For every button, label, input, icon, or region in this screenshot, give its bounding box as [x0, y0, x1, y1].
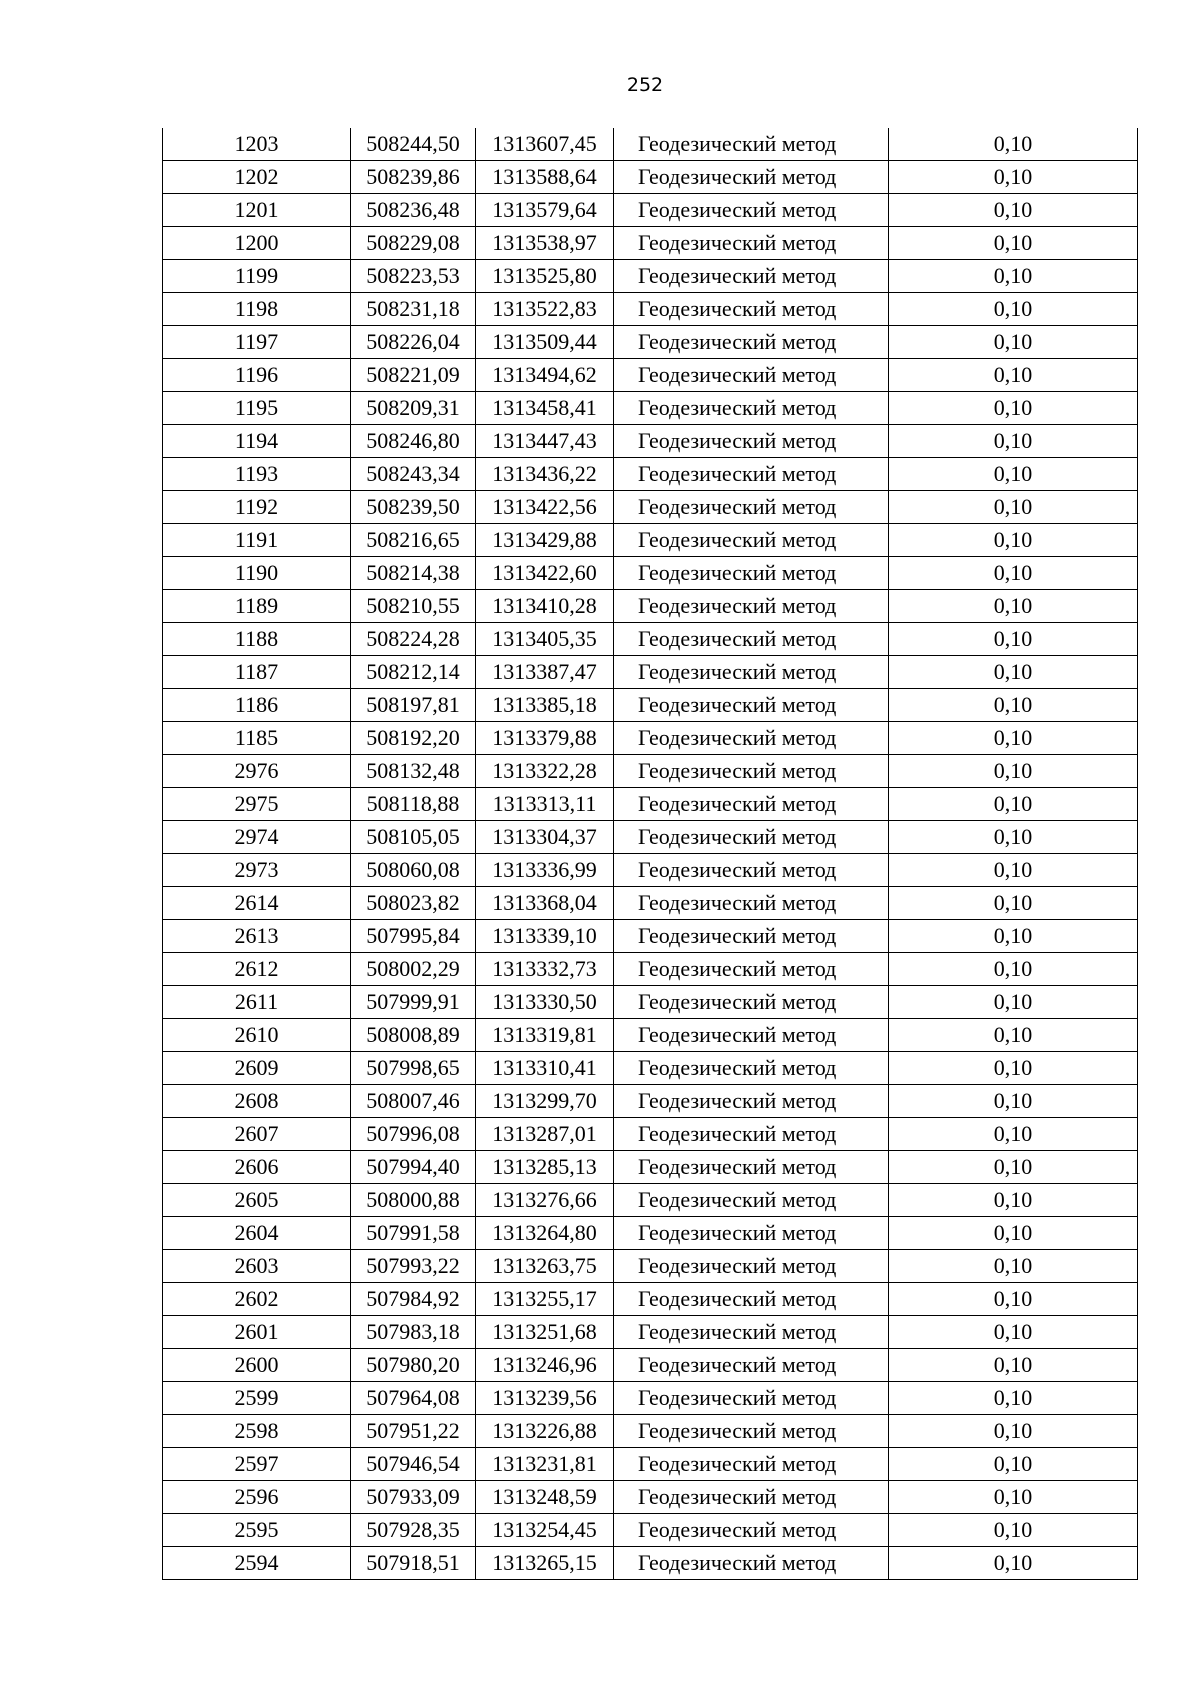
- y-coordinate-cell: 1313248,59: [476, 1481, 614, 1514]
- page-number: 252: [626, 74, 664, 96]
- method-cell: Геодезический метод: [614, 1316, 889, 1349]
- point-number-cell: 2596: [163, 1481, 351, 1514]
- table-row: [163, 557, 1138, 590]
- point-number-cell: 2974: [163, 821, 351, 854]
- table-row: [163, 1151, 1138, 1184]
- method-cell: Геодезический метод: [614, 689, 889, 722]
- point-number-cell: 2604: [163, 1217, 351, 1250]
- point-number-cell: 2613: [163, 920, 351, 953]
- accuracy-cell: 0,10: [889, 1052, 1138, 1085]
- point-number-cell: 2598: [163, 1415, 351, 1448]
- table-row: [163, 1481, 1138, 1514]
- accuracy-cell: 0,10: [889, 458, 1138, 491]
- x-coordinate-cell: 507984,92: [351, 1283, 476, 1316]
- method-cell: Геодезический метод: [614, 161, 889, 194]
- table-row: [163, 1118, 1138, 1151]
- point-number-cell: 1185: [163, 722, 351, 755]
- table-row: [163, 1019, 1138, 1052]
- y-coordinate-cell: 1313368,04: [476, 887, 614, 920]
- x-coordinate-cell: 507995,84: [351, 920, 476, 953]
- y-coordinate-cell: 1313264,80: [476, 1217, 614, 1250]
- method-cell: Геодезический метод: [614, 1349, 889, 1382]
- y-coordinate-cell: 1313405,35: [476, 623, 614, 656]
- accuracy-cell: 0,10: [889, 590, 1138, 623]
- accuracy-cell: 0,10: [889, 293, 1138, 326]
- y-coordinate-cell: 1313387,47: [476, 656, 614, 689]
- y-coordinate-cell: 1313226,88: [476, 1415, 614, 1448]
- point-number-cell: 2603: [163, 1250, 351, 1283]
- x-coordinate-cell: 508246,80: [351, 425, 476, 458]
- x-coordinate-cell: 508231,18: [351, 293, 476, 326]
- y-coordinate-cell: 1313304,37: [476, 821, 614, 854]
- method-cell: Геодезический метод: [614, 392, 889, 425]
- coordinates-table-body: [163, 128, 1138, 1580]
- point-number-cell: 1187: [163, 656, 351, 689]
- x-coordinate-cell: 507951,22: [351, 1415, 476, 1448]
- accuracy-cell: 0,10: [889, 1151, 1138, 1184]
- y-coordinate-cell: 1313313,11: [476, 788, 614, 821]
- x-coordinate-cell: 507991,58: [351, 1217, 476, 1250]
- point-number-cell: 1198: [163, 293, 351, 326]
- table-row: [163, 590, 1138, 623]
- method-cell: Геодезический метод: [614, 128, 889, 161]
- x-coordinate-cell: 507993,22: [351, 1250, 476, 1283]
- accuracy-cell: 0,10: [889, 1448, 1138, 1481]
- x-coordinate-cell: 508192,20: [351, 722, 476, 755]
- point-number-cell: 1192: [163, 491, 351, 524]
- point-number-cell: 1195: [163, 392, 351, 425]
- point-number-cell: 2611: [163, 986, 351, 1019]
- table-row: [163, 1448, 1138, 1481]
- point-number-cell: 1196: [163, 359, 351, 392]
- method-cell: Геодезический метод: [614, 1019, 889, 1052]
- method-cell: Геодезический метод: [614, 821, 889, 854]
- point-number-cell: 1191: [163, 524, 351, 557]
- x-coordinate-cell: 508002,29: [351, 953, 476, 986]
- table-row: [163, 722, 1138, 755]
- accuracy-cell: 0,10: [889, 656, 1138, 689]
- coordinates-table: [162, 128, 1138, 1580]
- method-cell: Геодезический метод: [614, 920, 889, 953]
- y-coordinate-cell: 1313429,88: [476, 524, 614, 557]
- method-cell: Геодезический метод: [614, 227, 889, 260]
- x-coordinate-cell: 507994,40: [351, 1151, 476, 1184]
- point-number-cell: 1188: [163, 623, 351, 656]
- accuracy-cell: 0,10: [889, 227, 1138, 260]
- table-row: [163, 1217, 1138, 1250]
- point-number-cell: 1203: [163, 128, 351, 161]
- x-coordinate-cell: 508226,04: [351, 326, 476, 359]
- x-coordinate-cell: 508216,65: [351, 524, 476, 557]
- x-coordinate-cell: 507999,91: [351, 986, 476, 1019]
- accuracy-cell: 0,10: [889, 788, 1138, 821]
- point-number-cell: 1190: [163, 557, 351, 590]
- method-cell: Геодезический метод: [614, 854, 889, 887]
- point-number-cell: 1199: [163, 260, 351, 293]
- method-cell: Геодезический метод: [614, 788, 889, 821]
- y-coordinate-cell: 1313410,28: [476, 590, 614, 623]
- accuracy-cell: 0,10: [889, 524, 1138, 557]
- method-cell: Геодезический метод: [614, 722, 889, 755]
- method-cell: Геодезический метод: [614, 194, 889, 227]
- table-row: [163, 1316, 1138, 1349]
- x-coordinate-cell: 508223,53: [351, 260, 476, 293]
- accuracy-cell: 0,10: [889, 161, 1138, 194]
- accuracy-cell: 0,10: [889, 1316, 1138, 1349]
- accuracy-cell: 0,10: [889, 1283, 1138, 1316]
- table-row: [163, 1415, 1138, 1448]
- table-row: [163, 821, 1138, 854]
- table-row: [163, 953, 1138, 986]
- accuracy-cell: 0,10: [889, 557, 1138, 590]
- x-coordinate-cell: 508105,05: [351, 821, 476, 854]
- accuracy-cell: 0,10: [889, 392, 1138, 425]
- x-coordinate-cell: 508244,50: [351, 128, 476, 161]
- y-coordinate-cell: 1313239,56: [476, 1382, 614, 1415]
- x-coordinate-cell: 508239,86: [351, 161, 476, 194]
- y-coordinate-cell: 1313336,99: [476, 854, 614, 887]
- accuracy-cell: 0,10: [889, 854, 1138, 887]
- x-coordinate-cell: 508224,28: [351, 623, 476, 656]
- accuracy-cell: 0,10: [889, 887, 1138, 920]
- method-cell: Геодезический метод: [614, 1250, 889, 1283]
- point-number-cell: 2594: [163, 1547, 351, 1580]
- y-coordinate-cell: 1313332,73: [476, 953, 614, 986]
- x-coordinate-cell: 508118,88: [351, 788, 476, 821]
- x-coordinate-cell: 508210,55: [351, 590, 476, 623]
- table-row: [163, 326, 1138, 359]
- point-number-cell: 2595: [163, 1514, 351, 1547]
- y-coordinate-cell: 1313285,13: [476, 1151, 614, 1184]
- y-coordinate-cell: 1313422,60: [476, 557, 614, 590]
- method-cell: Геодезический метод: [614, 260, 889, 293]
- accuracy-cell: 0,10: [889, 359, 1138, 392]
- y-coordinate-cell: 1313287,01: [476, 1118, 614, 1151]
- table-row: [163, 1283, 1138, 1316]
- point-number-cell: 1197: [163, 326, 351, 359]
- accuracy-cell: 0,10: [889, 128, 1138, 161]
- method-cell: Геодезический метод: [614, 326, 889, 359]
- x-coordinate-cell: 507980,20: [351, 1349, 476, 1382]
- point-number-cell: 2607: [163, 1118, 351, 1151]
- method-cell: Геодезический метод: [614, 755, 889, 788]
- accuracy-cell: 0,10: [889, 1118, 1138, 1151]
- method-cell: Геодезический метод: [614, 1217, 889, 1250]
- y-coordinate-cell: 1313494,62: [476, 359, 614, 392]
- y-coordinate-cell: 1313436,22: [476, 458, 614, 491]
- y-coordinate-cell: 1313379,88: [476, 722, 614, 755]
- accuracy-cell: 0,10: [889, 1547, 1138, 1580]
- table-row: [163, 260, 1138, 293]
- table-row: [163, 788, 1138, 821]
- accuracy-cell: 0,10: [889, 1514, 1138, 1547]
- x-coordinate-cell: 508243,34: [351, 458, 476, 491]
- y-coordinate-cell: 1313310,41: [476, 1052, 614, 1085]
- method-cell: Геодезический метод: [614, 293, 889, 326]
- y-coordinate-cell: 1313339,10: [476, 920, 614, 953]
- method-cell: Геодезический метод: [614, 1118, 889, 1151]
- y-coordinate-cell: 1313299,70: [476, 1085, 614, 1118]
- y-coordinate-cell: 1313607,45: [476, 128, 614, 161]
- y-coordinate-cell: 1313251,68: [476, 1316, 614, 1349]
- y-coordinate-cell: 1313522,83: [476, 293, 614, 326]
- method-cell: Геодезический метод: [614, 656, 889, 689]
- table-row: [163, 128, 1138, 161]
- accuracy-cell: 0,10: [889, 1349, 1138, 1382]
- x-coordinate-cell: 508007,46: [351, 1085, 476, 1118]
- method-cell: Геодезический метод: [614, 491, 889, 524]
- accuracy-cell: 0,10: [889, 1481, 1138, 1514]
- point-number-cell: 1194: [163, 425, 351, 458]
- method-cell: Геодезический метод: [614, 1481, 889, 1514]
- method-cell: Геодезический метод: [614, 623, 889, 656]
- point-number-cell: 2976: [163, 755, 351, 788]
- method-cell: Геодезический метод: [614, 1547, 889, 1580]
- accuracy-cell: 0,10: [889, 1019, 1138, 1052]
- x-coordinate-cell: 508212,14: [351, 656, 476, 689]
- y-coordinate-cell: 1313231,81: [476, 1448, 614, 1481]
- y-coordinate-cell: 1313330,50: [476, 986, 614, 1019]
- y-coordinate-cell: 1313525,80: [476, 260, 614, 293]
- method-cell: Геодезический метод: [614, 590, 889, 623]
- x-coordinate-cell: 508132,48: [351, 755, 476, 788]
- accuracy-cell: 0,10: [889, 491, 1138, 524]
- x-coordinate-cell: 508214,38: [351, 557, 476, 590]
- x-coordinate-cell: 507946,54: [351, 1448, 476, 1481]
- method-cell: Геодезический метод: [614, 1085, 889, 1118]
- accuracy-cell: 0,10: [889, 821, 1138, 854]
- table-row: [163, 293, 1138, 326]
- table-row: [163, 854, 1138, 887]
- point-number-cell: 2973: [163, 854, 351, 887]
- point-number-cell: 2609: [163, 1052, 351, 1085]
- y-coordinate-cell: 1313588,64: [476, 161, 614, 194]
- y-coordinate-cell: 1313263,75: [476, 1250, 614, 1283]
- method-cell: Геодезический метод: [614, 1514, 889, 1547]
- method-cell: Геодезический метод: [614, 1151, 889, 1184]
- y-coordinate-cell: 1313254,45: [476, 1514, 614, 1547]
- accuracy-cell: 0,10: [889, 1415, 1138, 1448]
- point-number-cell: 1189: [163, 590, 351, 623]
- table-row: [163, 1250, 1138, 1283]
- x-coordinate-cell: 507918,51: [351, 1547, 476, 1580]
- method-cell: Геодезический метод: [614, 887, 889, 920]
- table-row: [163, 623, 1138, 656]
- table-row: [163, 491, 1138, 524]
- table-row: [163, 656, 1138, 689]
- table-row: [163, 392, 1138, 425]
- y-coordinate-cell: 1313579,64: [476, 194, 614, 227]
- accuracy-cell: 0,10: [889, 1382, 1138, 1415]
- method-cell: Геодезический метод: [614, 425, 889, 458]
- y-coordinate-cell: 1313538,97: [476, 227, 614, 260]
- x-coordinate-cell: 508229,08: [351, 227, 476, 260]
- y-coordinate-cell: 1313276,66: [476, 1184, 614, 1217]
- table-row: [163, 194, 1138, 227]
- point-number-cell: 1186: [163, 689, 351, 722]
- point-number-cell: 2597: [163, 1448, 351, 1481]
- x-coordinate-cell: 508221,09: [351, 359, 476, 392]
- point-number-cell: 2601: [163, 1316, 351, 1349]
- point-number-cell: 2975: [163, 788, 351, 821]
- point-number-cell: 1200: [163, 227, 351, 260]
- y-coordinate-cell: 1313265,15: [476, 1547, 614, 1580]
- accuracy-cell: 0,10: [889, 623, 1138, 656]
- table-row: [163, 161, 1138, 194]
- method-cell: Геодезический метод: [614, 359, 889, 392]
- x-coordinate-cell: 508008,89: [351, 1019, 476, 1052]
- point-number-cell: 1193: [163, 458, 351, 491]
- table-row: [163, 986, 1138, 1019]
- x-coordinate-cell: 508197,81: [351, 689, 476, 722]
- table-row: [163, 1184, 1138, 1217]
- accuracy-cell: 0,10: [889, 953, 1138, 986]
- accuracy-cell: 0,10: [889, 755, 1138, 788]
- table-row: [163, 227, 1138, 260]
- table-row: [163, 524, 1138, 557]
- point-number-cell: 2602: [163, 1283, 351, 1316]
- point-number-cell: 2612: [163, 953, 351, 986]
- table-row: [163, 458, 1138, 491]
- y-coordinate-cell: 1313458,41: [476, 392, 614, 425]
- point-number-cell: 2599: [163, 1382, 351, 1415]
- method-cell: Геодезический метод: [614, 557, 889, 590]
- accuracy-cell: 0,10: [889, 260, 1138, 293]
- table-row: [163, 1382, 1138, 1415]
- x-coordinate-cell: 508239,50: [351, 491, 476, 524]
- accuracy-cell: 0,10: [889, 1217, 1138, 1250]
- x-coordinate-cell: 507996,08: [351, 1118, 476, 1151]
- point-number-cell: 2614: [163, 887, 351, 920]
- table-row: [163, 1085, 1138, 1118]
- table-row: [163, 359, 1138, 392]
- point-number-cell: 1202: [163, 161, 351, 194]
- accuracy-cell: 0,10: [889, 1184, 1138, 1217]
- x-coordinate-cell: 507933,09: [351, 1481, 476, 1514]
- x-coordinate-cell: 508023,82: [351, 887, 476, 920]
- y-coordinate-cell: 1313509,44: [476, 326, 614, 359]
- point-number-cell: 1201: [163, 194, 351, 227]
- table-row: [163, 1514, 1138, 1547]
- x-coordinate-cell: 508209,31: [351, 392, 476, 425]
- point-number-cell: 2608: [163, 1085, 351, 1118]
- table-row: [163, 425, 1138, 458]
- x-coordinate-cell: 507928,35: [351, 1514, 476, 1547]
- y-coordinate-cell: 1313255,17: [476, 1283, 614, 1316]
- table-row: [163, 1547, 1138, 1580]
- accuracy-cell: 0,10: [889, 689, 1138, 722]
- method-cell: Геодезический метод: [614, 524, 889, 557]
- table-row: [163, 920, 1138, 953]
- method-cell: Геодезический метод: [614, 1448, 889, 1481]
- x-coordinate-cell: 508060,08: [351, 854, 476, 887]
- point-number-cell: 2606: [163, 1151, 351, 1184]
- method-cell: Геодезический метод: [614, 1283, 889, 1316]
- accuracy-cell: 0,10: [889, 326, 1138, 359]
- y-coordinate-cell: 1313246,96: [476, 1349, 614, 1382]
- method-cell: Геодезический метод: [614, 1382, 889, 1415]
- accuracy-cell: 0,10: [889, 425, 1138, 458]
- x-coordinate-cell: 507983,18: [351, 1316, 476, 1349]
- x-coordinate-cell: 507998,65: [351, 1052, 476, 1085]
- x-coordinate-cell: 507964,08: [351, 1382, 476, 1415]
- accuracy-cell: 0,10: [889, 722, 1138, 755]
- y-coordinate-cell: 1313319,81: [476, 1019, 614, 1052]
- y-coordinate-cell: 1313385,18: [476, 689, 614, 722]
- method-cell: Геодезический метод: [614, 953, 889, 986]
- y-coordinate-cell: 1313447,43: [476, 425, 614, 458]
- method-cell: Геодезический метод: [614, 458, 889, 491]
- point-number-cell: 2600: [163, 1349, 351, 1382]
- accuracy-cell: 0,10: [889, 986, 1138, 1019]
- accuracy-cell: 0,10: [889, 1085, 1138, 1118]
- method-cell: Геодезический метод: [614, 1184, 889, 1217]
- accuracy-cell: 0,10: [889, 194, 1138, 227]
- x-coordinate-cell: 508000,88: [351, 1184, 476, 1217]
- method-cell: Геодезический метод: [614, 986, 889, 1019]
- table-row: [163, 1052, 1138, 1085]
- table-row: [163, 887, 1138, 920]
- y-coordinate-cell: 1313322,28: [476, 755, 614, 788]
- x-coordinate-cell: 508236,48: [351, 194, 476, 227]
- point-number-cell: 2605: [163, 1184, 351, 1217]
- accuracy-cell: 0,10: [889, 920, 1138, 953]
- y-coordinate-cell: 1313422,56: [476, 491, 614, 524]
- table-row: [163, 1349, 1138, 1382]
- table-row: [163, 755, 1138, 788]
- method-cell: Геодезический метод: [614, 1415, 889, 1448]
- method-cell: Геодезический метод: [614, 1052, 889, 1085]
- point-number-cell: 2610: [163, 1019, 351, 1052]
- accuracy-cell: 0,10: [889, 1250, 1138, 1283]
- table-row: [163, 689, 1138, 722]
